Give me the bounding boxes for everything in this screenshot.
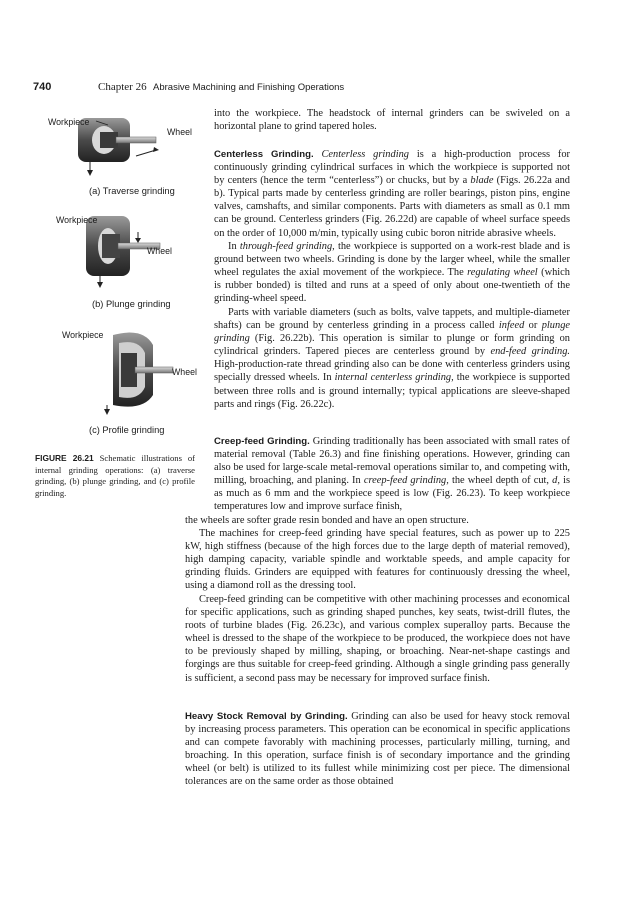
body-text: In — [228, 241, 240, 252]
section-heading: Creep-feed Grinding. — [214, 436, 310, 447]
figure-caption-text: Schematic illustrations of internal grinding operations: (a) traverse grinding, (b) plunge grinding, and (c) profile grinding. — [35, 453, 195, 498]
figure-c-subcaption: (c) Profile grinding — [89, 425, 165, 435]
centerless-paragraph-3 — [214, 306, 570, 411]
figure-c-wheel-label: Wheel — [172, 367, 197, 377]
emphasis-text: end-feed grinding. — [490, 346, 570, 358]
body-text: High-production-rate thread grinding also can be done with centerless grinders using specially dressed wheels. In — [214, 359, 570, 384]
page-number: 740 — [33, 81, 52, 93]
figure-a-workpiece-label: Workpiece — [48, 117, 90, 127]
body-text: Grinding traditionally has been associated with small rates of material removal (Table 26.3) and fine finishing operations. However, grinding can also be used for large-scale metal-removal operations similar to, and competing with, milling, broaching, and planing. In — [214, 436, 570, 487]
body-text: Parts with variable diameters (such as bolts, valve tappets, and multiple-diameter shafts) can be ground by centerless grinding in a process called — [214, 307, 570, 332]
emphasis-text: regulating wheel — [467, 267, 538, 279]
intro-paragraph: into the workpiece. The headstock of internal grinders can be swiveled on a horizontal plane to grind tapered holes. — [214, 108, 570, 133]
running-head-title: Abrasive Machining and Finishing Operations — [153, 82, 345, 93]
figure-b-wheel-label: Wheel — [147, 246, 172, 256]
figure-caption-label: FIGURE 26.21 — [35, 453, 94, 463]
figure-a-wheel-label: Wheel — [167, 127, 192, 137]
figure-c-workpiece-label: Workpiece — [62, 330, 104, 340]
emphasis-text: blade — [470, 175, 494, 187]
figure-b-workpiece-label: Workpiece — [56, 215, 98, 225]
figure-c-profile-grinding-drawing — [95, 325, 175, 415]
emphasis-text: internal centerless grinding, — [334, 372, 454, 384]
body-text: the workpiece is supported on a work-rest blade and is ground between two wheels. Grinding is done by the larger wheel, while the smaller wheel regulates the axial movement of the workpiece. The — [214, 241, 570, 279]
emphasis-text: Centerless grinding — [321, 149, 409, 160]
creep-feed-paragraph-1 — [214, 435, 570, 514]
creep-feed-paragraph-2: The machines for creep-feed grinding have special features, such as power up to 225 kW, high stiffness (because of the high forces due to the large depth of material removed), high damping capacity, variable spindle and worktable speeds, and ample capacity for grinding fluids. Grinders are equipped with features for continuously dressing the wheel, using a diamond roll as the dressing tool. — [185, 528, 570, 592]
emphasis-text: d, — [552, 475, 560, 487]
body-text: Grinding can also be used for heavy stock removal by increasing process parameters. This operation can be economical in specific applications and can compete favorably with machining processes, particularly milling, turning, and broaching. In this operation, surface finish is of secondary importance and the grinding wheel (or belt) is utilized to its fullest while minimizing cost per piece. The dimensional tolerances are on the same order as those obtained — [185, 711, 570, 788]
body-text: or — [524, 320, 542, 332]
figure-b-subcaption: (b) Plunge grinding — [92, 299, 171, 309]
body-text: (Fig. 26.22b). This operation is similar to plunge or form grinding on cylindrical grinders. Tapered pieces are centerless ground by — [214, 333, 570, 358]
centerless-paragraph-2 — [214, 240, 570, 305]
creep-feed-paragraph-1-continued: the wheels are softer grade resin bonded and have an open structure. — [185, 515, 469, 526]
body-text: (which is rubber bonded) is tilted and runs at a speed of only about one-twentieth of the grinding-wheel speed. — [214, 267, 570, 305]
figure-a-subcaption: (a) Traverse grinding — [89, 186, 175, 196]
heavy-stock-paragraph — [185, 710, 570, 789]
section-heading: Heavy Stock Removal by Grinding. — [185, 711, 348, 722]
body-text: (Figs. 26.22a and b). Typical parts made by centerless grinding are roller bearings, piston pins, engine valves, camshafts, and similar components. Parts with diameters as small as 0.1 mm can be ground. Centerless grinders (Fig. 26.22d) are capable of wheel surface speeds on the order of 10,000 m/min, typically using cubic boron nitride abrasive wheels. — [214, 175, 570, 239]
body-text: the workpiece is supported between three rolls and is ground internally; typical applications are sleeve-shaped parts and rings (Fig. 26.22c). — [214, 372, 570, 410]
emphasis-text: through-feed grinding, — [239, 241, 335, 252]
emphasis-text: creep-feed grinding, — [363, 475, 449, 487]
creep-feed-paragraph-3: Creep-feed grinding can be competitive with other machining processes and economical for specific applications, such as grinding shaped punches, key seats, twist-drill flutes, the roots of turbine blades (Fig. 26.23c), and various complex superalloy parts. Because the wheel is dressed to the shape of the workpiece to be produced, the workpiece does not have to be previously shaped by milling, shaping, or broaching. Near-net-shape castings and forgings are thus suitable for creep-feed grinding. Although a single grinding pass generally is sufficient, a second pass may be necessary for improved surface finish. — [185, 594, 570, 684]
running-head-chapter: Chapter 26 — [98, 81, 147, 93]
emphasis-text: infeed — [498, 320, 525, 332]
figure-caption — [35, 453, 195, 499]
centerless-paragraph-1 — [214, 148, 570, 240]
body-text: is as much as 6 mm and the workpiece speed is low (Fig. 26.23). To keep workpiece temperatures low and improve surface finish, — [214, 475, 570, 513]
emphasis-text: plunge grinding — [214, 320, 570, 345]
body-text: the wheel depth of cut, — [448, 475, 553, 487]
body-text: is a high-production process for continuously grinding cylindrical surfaces in which the workpiece is supported not by centers (hence the term “centerless”) or chucks, but by a — [214, 149, 570, 187]
section-heading: Centerless Grinding. — [214, 149, 314, 160]
pointer-line — [96, 119, 110, 127]
